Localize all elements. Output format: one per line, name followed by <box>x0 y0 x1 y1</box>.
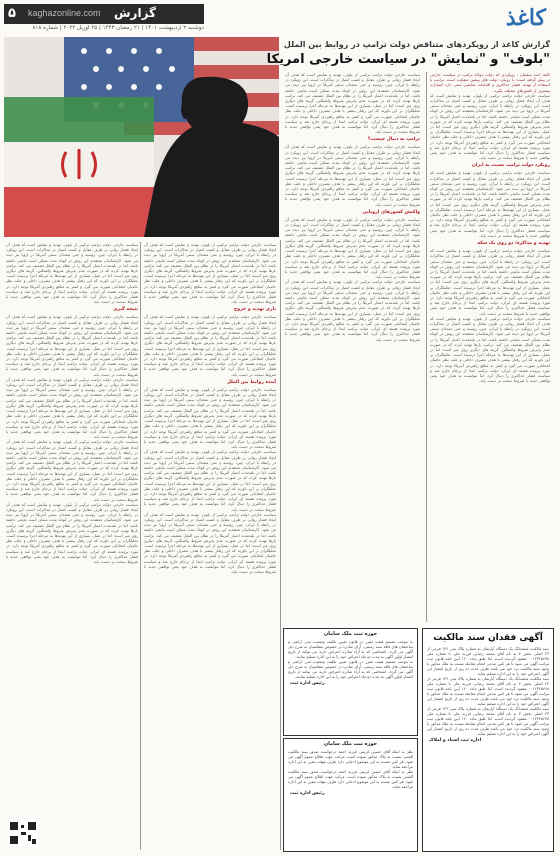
newspaper-logo <box>476 4 554 34</box>
site-url[interactable]: kaghazonline.com <box>28 8 101 18</box>
issue-strip <box>4 4 209 34</box>
article-body-9: سیاست خارجی دولت ترامپ ترکیبی از بلوف، تهدید و نمایش است که هدف آن ایجاد فشار روانی بر طرف مقابل و کسب امتیاز در مذاکرات است. این رویکرد در رابطه با ایران، چین، روسیه و حتی متحدان سنتی آمریکا در اروپا نیز دیده می شود. کارشناسان معتقدند این روش در کوتاه مدت ممکن است نتایجی داشته باشد، اما در بلندمدت اعتبار آمریکا را در نظام بین الملل تضعیف می کند. ترامپ بارها تهدید کرده که در صورت عدم پذیرش شروط واشنگتن، گزینه های دیگری روی میز است؛ اما در عمل، بسیاری از این تهدیدها به مرحله اجرا نرسیده است. تحلیلگران بر این باورند که این رفتار بیشتر با هدف مصرف داخلی و جلب نظر حامیان انتخاباتی صورت می گیرد و کمتر به منافع راهبردی آمریکا توجه دارد. در مورد پرونده هسته ای ایران، دولت ترامپ ابتدا از برجام خارج شد و سیاست فشار حداکثری را دنبال کرد، اما نتوانست به هدف خود یعنی توافقی جدید با شروط سخت تر دست یابد. <box>144 242 276 305</box>
logo-text: کاغذ <box>505 5 546 31</box>
column-divider <box>426 72 427 622</box>
section-title: گزارش <box>114 6 157 20</box>
notice-text: به موجب تصمیم هیئت مقرر در قانون تعیین تکلیف وضعیت ثبتی اراضی و ساختمان های فاقد سند رسمی، آرای صادره در خصوص متقاضیان به شرح ذیل آگهی می گردد. اشخاصی که به آراء صادره اعتراض دارند می توانند از تاریخ انتشار اولین آگهی به مدت دو ماه اعتراض خود را به این اداره تسلیم نمایند. <box>288 639 413 659</box>
article-body-16: سیاست خارجی دولت ترامپ ترکیبی از بلوف، تهدید و نمایش است که هدف آن ایجاد فشار روانی بر طرف مقابل و کسب امتیاز در مذاکرات است. این رویکرد در رابطه با ایران، چین، روسیه و حتی متحدان سنتی آمریکا در اروپا نیز دیده می شود. کارشناسان معتقدند این روش در کوتاه مدت ممکن است نتایجی داشته باشد، اما در بلندمدت اعتبار آمریکا را در نظام بین الملل تضعیف می کند. ترامپ بارها تهدید کرده که در صورت عدم پذیرش شروط واشنگتن، گزینه های دیگری روی میز است؛ اما در عمل، بسیاری از این تهدیدها به مرحله اجرا نرسیده است. تحلیلگران بر این باورند که این رفتار بیشتر با هدف مصرف داخلی و جلب نظر حامیان انتخاباتی صورت می گیرد و کمتر به منافع راهبردی آمریکا توجه دارد. در مورد پرونده هسته ای ایران، دولت ترامپ ابتدا از برجام خارج شد و سیاست فشار حداکثری را دنبال کرد، اما نتوانست به هدف خود یعنی توافقی جدید با شروط سخت تر دست یابد. <box>6 376 138 440</box>
article-photo <box>4 37 279 237</box>
qr-code-icon <box>8 820 38 846</box>
article-kicker: گزارش کاغذ از رویکردهای متناقض دولت ترامپ در روابط بین الملل <box>283 40 550 49</box>
article-body-2: سیاست خارجی دولت ترامپ ترکیبی از بلوف، تهدید و نمایش است که هدف آن ایجاد فشار روانی بر طرف مقابل و کسب امتیاز در مذاکرات است. این رویکرد در رابطه با ایران، چین، روسیه و حتی متحدان سنتی آمریکا در اروپا نیز دیده می شود. کارشناسان معتقدند این روش در کوتاه مدت ممکن است نتایجی داشته باشد، اما در بلندمدت اعتبار آمریکا را در نظام بین الملل تضعیف می کند. ترامپ بارها تهدید کرده که در صورت عدم پذیرش شروط واشنگتن، گزینه های دیگری روی میز است؛ اما در عمل، بسیاری از این تهدیدها به مرحله اجرا نرسیده است. تحلیلگران بر این باورند که این رفتار بیشتر با هدف مصرف داخلی و جلب نظر حامیان انتخاباتی صورت می گیرد و کمتر به منافع راهبردی آمریکا توجه دارد. در مورد پرونده هسته ای ایران، دولت ترامپ ابتدا از برجام خارج شد و سیاست فشار حداکثری را دنبال کرد، اما نتوانست به هدف خود یعنی توافقی جدید با شروط سخت تر دست یابد. <box>430 170 550 238</box>
notice-text: نظر به اینکه آقای حسین کریمی فرزند احمد درخواست صدور سند مالکیت المثنی نسبت به پلاک مذکور نموده است، مراتب جهت اطلاع عموم آگهی می شود. هر کس نسبت به این موضوع ادعایی دارد ظرف مهلت مقرر به این اداره مراجعه نماید. <box>288 749 413 769</box>
column-divider <box>140 242 141 850</box>
article-body-14: سیاست خارجی دولت ترامپ ترکیبی از بلوف، تهدید و نمایش است که هدف آن ایجاد فشار روانی بر طرف مقابل و کسب امتیاز در مذاکرات است. این رویکرد در رابطه با ایران، چین، روسیه و حتی متحدان سنتی آمریکا در اروپا نیز دیده می شود. کارشناسان معتقدند این روش در کوتاه مدت ممکن است نتایجی داشته باشد، اما در بلندمدت اعتبار آمریکا را در نظام بین الملل تضعیف می کند. ترامپ بارها تهدید کرده که در صورت عدم پذیرش شروط واشنگتن، گزینه های دیگری روی میز است؛ اما در عمل، بسیاری از این تهدیدها به مرحله اجرا نرسیده است. تحلیلگران بر این باورند که این رفتار بیشتر با هدف مصرف داخلی و جلب نظر حامیان انتخاباتی صورت می گیرد و کمتر به منافع راهبردی آمریکا توجه دارد. در مورد پرونده هسته ای ایران، دولت ترامپ ابتدا از برجام خارج شد و سیاست فشار حداکثری را دنبال کرد، اما نتوانست به هدف خود یعنی توافقی جدید با شروط سخت تر دست یابد. <box>6 242 138 305</box>
subhead-7: نتیجه گیری <box>113 307 138 313</box>
article-body-13: سیاست خارجی دولت ترامپ ترکیبی از بلوف، تهدید و نمایش است که هدف آن ایجاد فشار روانی بر طرف مقابل و کسب امتیاز در مذاکرات است. این رویکرد در رابطه با ایران، چین، روسیه و حتی متحدان سنتی آمریکا در اروپا نیز دیده می شود. کارشناسان معتقدند این روش در کوتاه مدت ممکن است نتایجی داشته باشد، اما در بلندمدت اعتبار آمریکا را در نظام بین الملل تضعیف می کند. ترامپ بارها تهدید کرده که در صورت عدم پذیرش شروط واشنگتن، گزینه های دیگری روی میز است؛ اما در عمل، بسیاری از این تهدیدها به مرحله اجرا نرسیده است. تحلیلگران بر این باورند که این رفتار بیشتر با هدف مصرف داخلی و جلب نظر حامیان انتخاباتی صورت می گیرد و کمتر به منافع راهبردی آمریکا توجه دارد. در مورد پرونده هسته ای ایران، دولت ترامپ ابتدا از برجام خارج شد و سیاست فشار حداکثری را دنبال کرد، اما نتوانست به هدف خود یعنی توافقی جدید با شروط سخت تر دست یابد. <box>144 511 276 574</box>
notice-subtitle: حوزه ثبت ملک سامان <box>323 741 378 747</box>
article-body-4: سیاست خارجی دولت ترامپ ترکیبی از بلوف، تهدید و نمایش است که هدف آن ایجاد فشار روانی بر طرف مقابل و کسب امتیاز در مذاکرات است. این رویکرد در رابطه با ایران، چین، روسیه و حتی متحدان سنتی آمریکا در اروپا نیز دیده می شود. کارشناسان معتقدند این روش در کوتاه مدت ممکن است نتایجی داشته باشد، اما در بلندمدت اعتبار آمریکا را در نظام بین الملل تضعیف می کند. ترامپ بارها تهدید کرده که در صورت عدم پذیرش شروط واشنگتن، گزینه های دیگری روی میز است؛ اما در عمل، بسیاری از این تهدیدها به مرحله اجرا نرسیده است. تحلیلگران بر این باورند که این رفتار بیشتر با هدف مصرف داخلی و جلب نظر حامیان انتخاباتی صورت می گیرد و کمتر به منافع راهبردی آمریکا توجه دارد. در مورد پرونده هسته ای ایران، دولت ترامپ ابتدا از برجام خارج شد و سیاست فشار حداکثری را دنبال کرد، اما نتوانست به هدف خود یعنی توافقی جدید با شروط سخت تر دست یابد. <box>430 315 550 384</box>
subhead-3: ترامپ به دنبال چیست؟ <box>367 137 420 143</box>
date-line: دوشنبه ۲ اردیبهشت ۱۴۰۱ | ۲۱ رمضان ۱۴۴۳ | ۲۵ آوریل ۲۰۲۲ | شماره ۸۱۸ <box>32 25 204 31</box>
column-divider <box>280 240 281 850</box>
notice-signature: رئیس اداره ثبت <box>290 681 325 686</box>
ad-text-continued: سند مالکیت ششدانگ یک دستگاه آپارتمان به شماره پلاک ثبتی ۱۲۴ فرعی از ۲۳ اصلی بخش ۷ به نام آقای محمد رضایی فرزند علی با شماره ملی ۰۰۱۲۳۴۵۶۷۸ مفقود گردیده است. لذا طبق ماده ۱۲۰ آیین نامه قانون ثبت مراتب آگهی می شود تا هر کس مدعی انجام معامله نسبت به ملک مذکور یا وجود سند مالکیت نزد خود می باشد ظرف مدت ده روز از تاریخ انتشار این آگهی اعتراض خود را به این اداره تسلیم نماید. <box>427 676 550 706</box>
article-body-1: سیاست خارجی دولت ترامپ ترکیبی از بلوف، تهدید و نمایش است که هدف آن ایجاد فشار روانی بر طرف مقابل و کسب امتیاز در مذاکرات است. این رویکرد در رابطه با ایران، چین، روسیه و حتی متحدان سنتی آمریکا در اروپا نیز دیده می شود. کارشناسان معتقدند این روش در کوتاه مدت ممکن است نتایجی داشته باشد، اما در بلندمدت اعتبار آمریکا را در نظام بین الملل تضعیف می کند. ترامپ بارها تهدید کرده که در صورت عدم پذیرش شروط واشنگتن، گزینه های دیگری روی میز است؛ اما در عمل، بسیاری از این تهدیدها به مرحله اجرا نرسیده است. تحلیلگران بر این باورند که این رفتار بیشتر با هدف مصرف داخلی و جلب نظر حامیان انتخاباتی صورت می گیرد و کمتر به منافع راهبردی آمریکا توجه دارد. در مورد پرونده هسته ای ایران، دولت ترامپ ابتدا از برجام خارج شد و سیاست فشار حداکثری را دنبال کرد، اما نتوانست به هدف خود یعنی توافقی جدید با شروط سخت تر دست یابد. <box>430 92 550 161</box>
article-body-10: سیاست خارجی دولت ترامپ ترکیبی از بلوف، تهدید و نمایش است که هدف آن ایجاد فشار روانی بر طرف مقابل و کسب امتیاز در مذاکرات است. این رویکرد در رابطه با ایران، چین، روسیه و حتی متحدان سنتی آمریکا در اروپا نیز دیده می شود. کارشناسان معتقدند این روش در کوتاه مدت ممکن است نتایجی داشته باشد، اما در بلندمدت اعتبار آمریکا را در نظام بین الملل تضعیف می کند. ترامپ بارها تهدید کرده که در صورت عدم پذیرش شروط واشنگتن، گزینه های دیگری روی میز است؛ اما در عمل، بسیاری از این تهدیدها به مرحله اجرا نرسیده است. تحلیلگران بر این باورند که این رفتار بیشتر با هدف مصرف داخلی و جلب نظر حامیان انتخاباتی صورت می گیرد و کمتر به منافع راهبردی آمریکا توجه دارد. در مورد پرونده هسته ای ایران، دولت ترامپ ابتدا از برجام خارج شد و سیاست فشار حداکثری را دنبال کرد، اما نتوانست به هدف خود یعنی توافقی جدید با شروط سخت تر دست یابد. <box>144 314 276 377</box>
subhead-1: رویکرد دولت ترامپ نسبت به ایران <box>471 163 550 169</box>
subhead-5: بازی تهدید و خروج <box>233 307 276 313</box>
subhead-6: آینده روابط بین الملل <box>226 379 276 385</box>
notice-ad-1 <box>283 628 418 736</box>
lost-document-ad <box>422 628 554 852</box>
article-body-12: سیاست خارجی دولت ترامپ ترکیبی از بلوف، تهدید و نمایش است که هدف آن ایجاد فشار روانی بر طرف مقابل و کسب امتیاز در مذاکرات است. این رویکرد در رابطه با ایران، چین، روسیه و حتی متحدان سنتی آمریکا در اروپا نیز دیده می شود. کارشناسان معتقدند این روش در کوتاه مدت ممکن است نتایجی داشته باشد، اما در بلندمدت اعتبار آمریکا را در نظام بین الملل تضعیف می کند. ترامپ بارها تهدید کرده که در صورت عدم پذیرش شروط واشنگتن، گزینه های دیگری روی میز است؛ اما در عمل، بسیاری از این تهدیدها به مرحله اجرا نرسیده است. تحلیلگران بر این باورند که این رفتار بیشتر با هدف مصرف داخلی و جلب نظر حامیان انتخاباتی صورت می گیرد و کمتر به منافع راهبردی آمریکا توجه دارد. در مورد پرونده هسته ای ایران، دولت ترامپ ابتدا از برجام خارج شد و سیاست فشار حداکثری را دنبال کرد، اما نتوانست به هدف خود یعنی توافقی جدید با شروط سخت تر دست یابد. <box>144 449 276 512</box>
article-body-5: سیاست خارجی دولت ترامپ ترکیبی از بلوف، تهدید و نمایش است که هدف آن ایجاد فشار روانی بر طرف مقابل و کسب امتیاز در مذاکرات است. این رویکرد در رابطه با ایران، چین، روسیه و حتی متحدان سنتی آمریکا در اروپا نیز دیده می شود. کارشناسان معتقدند این روش در کوتاه مدت ممکن است نتایجی داشته باشد، اما در بلندمدت اعتبار آمریکا را در نظام بین الملل تضعیف می کند. ترامپ بارها تهدید کرده که در صورت عدم پذیرش شروط واشنگتن، گزینه های دیگری روی میز است؛ اما در عمل، بسیاری از این تهدیدها به مرحله اجرا نرسیده است. تحلیلگران بر این باورند که این رفتار بیشتر با هدف مصرف داخلی و جلب نظر حامیان انتخاباتی صورت می گیرد و کمتر به منافع راهبردی آمریکا توجه دارد. در مورد پرونده هسته ای ایران، دولت ترامپ ابتدا از برجام خارج شد و سیاست فشار حداکثری را دنبال کرد، اما نتوانست به هدف خود یعنی توافقی جدید با شروط سخت تر دست یابد. <box>285 72 420 135</box>
article-body-7: سیاست خارجی دولت ترامپ ترکیبی از بلوف، تهدید و نمایش است که هدف آن ایجاد فشار روانی بر طرف مقابل و کسب امتیاز در مذاکرات است. این رویکرد در رابطه با ایران، چین، روسیه و حتی متحدان سنتی آمریکا در اروپا نیز دیده می شود. کارشناسان معتقدند این روش در کوتاه مدت ممکن است نتایجی داشته باشد، اما در بلندمدت اعتبار آمریکا را در نظام بین الملل تضعیف می کند. ترامپ بارها تهدید کرده که در صورت عدم پذیرش شروط واشنگتن، گزینه های دیگری روی میز است؛ اما در عمل، بسیاری از این تهدیدها به مرحله اجرا نرسیده است. تحلیلگران بر این باورند که این رفتار بیشتر با هدف مصرف داخلی و جلب نظر حامیان انتخاباتی صورت می گیرد و کمتر به منافع راهبردی آمریکا توجه دارد. در مورد پرونده هسته ای ایران، دولت ترامپ ابتدا از برجام خارج شد و سیاست فشار حداکثری را دنبال کرد، اما نتوانست به هدف خود یعنی توافقی جدید با شروط سخت تر دست یابد. <box>285 216 420 280</box>
article-body-11: سیاست خارجی دولت ترامپ ترکیبی از بلوف، تهدید و نمایش است که هدف آن ایجاد فشار روانی بر طرف مقابل و کسب امتیاز در مذاکرات است. این رویکرد در رابطه با ایران، چین، روسیه و حتی متحدان سنتی آمریکا در اروپا نیز دیده می شود. کارشناسان معتقدند این روش در کوتاه مدت ممکن است نتایجی داشته باشد، اما در بلندمدت اعتبار آمریکا را در نظام بین الملل تضعیف می کند. ترامپ بارها تهدید کرده که در صورت عدم پذیرش شروط واشنگتن، گزینه های دیگری روی میز است؛ اما در عمل، بسیاری از این تهدیدها به مرحله اجرا نرسیده است. تحلیلگران بر این باورند که این رفتار بیشتر با هدف مصرف داخلی و جلب نظر حامیان انتخاباتی صورت می گیرد و کمتر به منافع راهبردی آمریکا توجه دارد. در مورد پرونده هسته ای ایران، دولت ترامپ ابتدا از برجام خارج شد و سیاست فشار حداکثری را دنبال کرد، اما نتوانست به هدف خود یعنی توافقی جدید با شروط سخت تر دست یابد. <box>144 386 276 450</box>
ad-text-continued: سند مالکیت ششدانگ یک دستگاه آپارتمان به شماره پلاک ثبتی ۱۲۴ فرعی از ۲۳ اصلی بخش ۷ به نام آقای محمد رضایی فرزند علی با شماره ملی ۰۰۱۲۳۴۵۶۷۸ مفقود گردیده است. لذا طبق ماده ۱۲۰ آیین نامه قانون ثبت مراتب آگهی می شود تا هر کس مدعی انجام معامله نسبت به ملک مذکور یا وجود سند مالکیت نزد خود می باشد ظرف مدت ده روز از تاریخ انتشار این آگهی اعتراض خود را به این اداره تسلیم نماید. <box>427 706 550 736</box>
ad-text: سند مالکیت ششدانگ یک دستگاه آپارتمان به شماره پلاک ثبتی ۱۲۴ فرعی از ۲۳ اصلی بخش ۷ به نام آقای محمد رضایی فرزند علی با شماره ملی ۰۰۱۲۳۴۵۶۷۸ مفقود گردیده است. لذا طبق ماده ۱۲۰ آیین نامه قانون ثبت مراتب آگهی می شود تا هر کس مدعی انجام معامله نسبت به ملک مذکور یا وجود سند مالکیت نزد خود می باشد ظرف مدت ده روز از تاریخ انتشار این آگهی اعتراض خود را به این اداره تسلیم نماید. <box>427 646 550 676</box>
notice-text-continued: نظر به اینکه آقای حسین کریمی فرزند احمد درخواست صدور سند مالکیت المثنی نسبت به پلاک مذکور نموده است، مراتب جهت اطلاع عموم آگهی می شود. هر کس نسبت به این موضوع ادعایی دارد ظرف مهلت مقرر به این اداره مراجعه نماید. <box>288 769 413 789</box>
column-4 <box>6 242 138 850</box>
article-intro: کاغذ: اسد سلیمان ؛ رویکردی که دولت دونالد ترامپ در سیاست خارجی در پیش گرفته است؛ با رویکرد دولت های پیشین متفاوت است. ترامپ با استفاده از تهدید، فشار حداکثری و اقدامات نمایشی سعی دارد امتیازات بیشتری از کشورهای مختلف بگیرد. <box>430 72 550 93</box>
ad-title: آگهی فقدان سند مالکیت <box>433 633 543 643</box>
article-body-17: سیاست خارجی دولت ترامپ ترکیبی از بلوف، تهدید و نمایش است که هدف آن ایجاد فشار روانی بر طرف مقابل و کسب امتیاز در مذاکرات است. این رویکرد در رابطه با ایران، چین، روسیه و حتی متحدان سنتی آمریکا در اروپا نیز دیده می شود. کارشناسان معتقدند این روش در کوتاه مدت ممکن است نتایجی داشته باشد، اما در بلندمدت اعتبار آمریکا را در نظام بین الملل تضعیف می کند. ترامپ بارها تهدید کرده که در صورت عدم پذیرش شروط واشنگتن، گزینه های دیگری روی میز است؛ اما در عمل، بسیاری از این تهدیدها به مرحله اجرا نرسیده است. تحلیلگران بر این باورند که این رفتار بیشتر با هدف مصرف داخلی و جلب نظر حامیان انتخاباتی صورت می گیرد و کمتر به منافع راهبردی آمریکا توجه دارد. در مورد پرونده هسته ای ایران، دولت ترامپ ابتدا از برجام خارج شد و سیاست فشار حداکثری را دنبال کرد، اما نتوانست به هدف خود یعنی توافقی جدید با شروط سخت تر دست یابد. <box>6 439 138 502</box>
column-3 <box>144 242 276 850</box>
notice-ad-2 <box>283 738 418 852</box>
notice-signature: رئیس اداره ثبت <box>290 791 325 796</box>
flags-silhouette-image <box>4 37 279 237</box>
masthead <box>4 4 556 36</box>
notice-subtitle: حوزه ثبت ملک سامان <box>323 631 378 637</box>
column-1 <box>430 72 550 622</box>
issue-box <box>4 4 204 24</box>
article-body-15: سیاست خارجی دولت ترامپ ترکیبی از بلوف، تهدید و نمایش است که هدف آن ایجاد فشار روانی بر طرف مقابل و کسب امتیاز در مذاکرات است. این رویکرد در رابطه با ایران، چین، روسیه و حتی متحدان سنتی آمریکا در اروپا نیز دیده می شود. کارشناسان معتقدند این روش در کوتاه مدت ممکن است نتایجی داشته باشد، اما در بلندمدت اعتبار آمریکا را در نظام بین الملل تضعیف می کند. ترامپ بارها تهدید کرده که در صورت عدم پذیرش شروط واشنگتن، گزینه های دیگری روی میز است؛ اما در عمل، بسیاری از این تهدیدها به مرحله اجرا نرسیده است. تحلیلگران بر این باورند که این رفتار بیشتر با هدف مصرف داخلی و جلب نظر حامیان انتخاباتی صورت می گیرد و کمتر به منافع راهبردی آمریکا توجه دارد. در مورد پرونده هسته ای ایران، دولت ترامپ ابتدا از برجام خارج شد و سیاست فشار حداکثری را دنبال کرد، اما نتوانست به هدف خود یعنی توافقی جدید با شروط سخت تر دست یابد. <box>6 314 138 377</box>
subhead-4: واکنش کشورهای اروپایی <box>362 209 420 215</box>
notice-text-continued: به موجب تصمیم هیئت مقرر در قانون تعیین تکلیف وضعیت ثبتی اراضی و ساختمان های فاقد سند رسمی، آرای صادره در خصوص متقاضیان به شرح ذیل آگهی می گردد. اشخاصی که به آراء صادره اعتراض دارند می توانند از تاریخ انتشار اولین آگهی به مدت دو ماه اعتراض خود را به این اداره تسلیم نمایند. <box>288 659 413 679</box>
subhead-2: تهدید و مذاکره؛ دو روی یک سکه <box>477 241 550 247</box>
page-number: ۵ <box>8 6 16 21</box>
ad-signature: اداره ثبت اسناد و املاک <box>429 738 482 743</box>
article-body-6: سیاست خارجی دولت ترامپ ترکیبی از بلوف، تهدید و نمایش است که هدف آن ایجاد فشار روانی بر طرف مقابل و کسب امتیاز در مذاکرات است. این رویکرد در رابطه با ایران، چین، روسیه و حتی متحدان سنتی آمریکا در اروپا نیز دیده می شود. کارشناسان معتقدند این روش در کوتاه مدت ممکن است نتایجی داشته باشد، اما در بلندمدت اعتبار آمریکا را در نظام بین الملل تضعیف می کند. ترامپ بارها تهدید کرده که در صورت عدم پذیرش شروط واشنگتن، گزینه های دیگری روی میز است؛ اما در عمل، بسیاری از این تهدیدها به مرحله اجرا نرسیده است. تحلیلگران بر این باورند که این رفتار بیشتر با هدف مصرف داخلی و جلب نظر حامیان انتخاباتی صورت می گیرد و کمتر به منافع راهبردی آمریکا توجه دارد. در مورد پرونده هسته ای ایران، دولت ترامپ ابتدا از برجام خارج شد و سیاست فشار حداکثری را دنبال کرد، اما نتوانست به هدف خود یعنی توافقی جدید با شروط سخت تر دست یابد. <box>285 144 420 207</box>
column-2 <box>285 72 420 622</box>
article-body-3: سیاست خارجی دولت ترامپ ترکیبی از بلوف، تهدید و نمایش است که هدف آن ایجاد فشار روانی بر طرف مقابل و کسب امتیاز در مذاکرات است. این رویکرد در رابطه با ایران، چین، روسیه و حتی متحدان سنتی آمریکا در اروپا نیز دیده می شود. کارشناسان معتقدند این روش در کوتاه مدت ممکن است نتایجی داشته باشد، اما در بلندمدت اعتبار آمریکا را در نظام بین الملل تضعیف می کند. ترامپ بارها تهدید کرده که در صورت عدم پذیرش شروط واشنگتن، گزینه های دیگری روی میز است؛ اما در عمل، بسیاری از این تهدیدها به مرحله اجرا نرسیده است. تحلیلگران بر این باورند که این رفتار بیشتر با هدف مصرف داخلی و جلب نظر حامیان انتخاباتی صورت می گیرد و کمتر به منافع راهبردی آمریکا توجه دارد. در مورد پرونده هسته ای ایران، دولت ترامپ ابتدا از برجام خارج شد و سیاست فشار حداکثری را دنبال کرد، اما نتوانست به هدف خود یعنی توافقی جدید با شروط سخت تر دست یابد. <box>430 248 550 316</box>
article-body-8: سیاست خارجی دولت ترامپ ترکیبی از بلوف، تهدید و نمایش است که هدف آن ایجاد فشار روانی بر طرف مقابل و کسب امتیاز در مذاکرات است. این رویکرد در رابطه با ایران، چین، روسیه و حتی متحدان سنتی آمریکا در اروپا نیز دیده می شود. کارشناسان معتقدند این روش در کوتاه مدت ممکن است نتایجی داشته باشد، اما در بلندمدت اعتبار آمریکا را در نظام بین الملل تضعیف می کند. ترامپ بارها تهدید کرده که در صورت عدم پذیرش شروط واشنگتن، گزینه های دیگری روی میز است؛ اما در عمل، بسیاری از این تهدیدها به مرحله اجرا نرسیده است. تحلیلگران بر این باورند که این رفتار بیشتر با هدف مصرف داخلی و جلب نظر حامیان انتخاباتی صورت می گیرد و کمتر به منافع راهبردی آمریکا توجه دارد. در مورد پرونده هسته ای ایران، دولت ترامپ ابتدا از برجام خارج شد و سیاست فشار حداکثری را دنبال کرد، اما نتوانست به هدف خود یعنی توافقی جدید با شروط سخت تر دست یابد. <box>285 279 420 342</box>
article-body-18: سیاست خارجی دولت ترامپ ترکیبی از بلوف، تهدید و نمایش است که هدف آن ایجاد فشار روانی بر طرف مقابل و کسب امتیاز در مذاکرات است. این رویکرد در رابطه با ایران، چین، روسیه و حتی متحدان سنتی آمریکا در اروپا نیز دیده می شود. کارشناسان معتقدند این روش در کوتاه مدت ممکن است نتایجی داشته باشد، اما در بلندمدت اعتبار آمریکا را در نظام بین الملل تضعیف می کند. ترامپ بارها تهدید کرده که در صورت عدم پذیرش شروط واشنگتن، گزینه های دیگری روی میز است؛ اما در عمل، بسیاری از این تهدیدها به مرحله اجرا نرسیده است. تحلیلگران بر این باورند که این رفتار بیشتر با هدف مصرف داخلی و جلب نظر حامیان انتخاباتی صورت می گیرد و کمتر به منافع راهبردی آمریکا توجه دارد. در مورد پرونده هسته ای ایران، دولت ترامپ ابتدا از برجام خارج شد و سیاست فشار حداکثری را دنبال کرد، اما نتوانست به هدف خود یعنی توافقی جدید با شروط سخت تر دست یابد. <box>6 501 138 564</box>
article-headline: "بلوف" و "نمایش" در سیاست خارجی امریکا <box>266 52 550 67</box>
